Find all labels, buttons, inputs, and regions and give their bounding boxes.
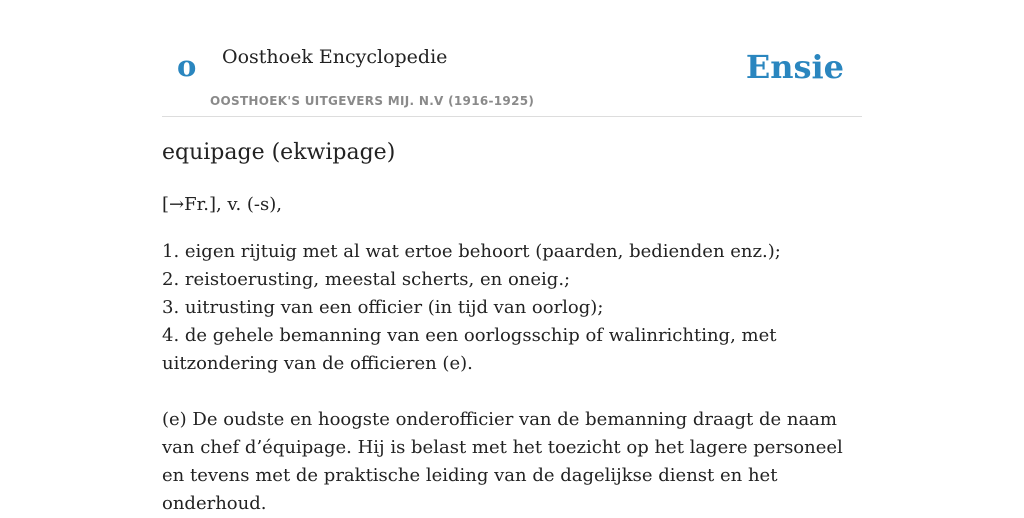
entry-page <box>162 0 862 514</box>
source-title[interactable]: Oosthoek Encyclopedie <box>222 46 448 68</box>
sense-list <box>162 238 862 378</box>
source-header <box>162 0 862 117</box>
sense-item: 2. reistoerusting, meestal scherts, en oneig.; <box>162 269 571 290</box>
ensie-logo-link[interactable]: Ensie <box>745 48 844 86</box>
entry-headword: equipage (ekwipage) <box>162 140 396 165</box>
entry-grammar: [→Fr.], v. (-s), <box>162 194 282 215</box>
source-logo[interactable]: o <box>177 49 197 83</box>
sense-item: 1. eigen rijtuig met al wat ertoe behoort (paarden, bedienden enz.); <box>162 241 781 262</box>
entry-note: (e) De oudste en hoogste onderofficier van de bemanning draagt de naam van chef d’équipage. Hij is belast met het toezicht op het lagere personeel en tevens met de praktische leiding van de dagelijkse dienst en het onderhoud. <box>162 409 843 514</box>
sense-item: 4. de gehele bemanning van een oorlogsschip of walinrichting, met uitzondering van de officieren (e). <box>162 325 777 374</box>
sense-item: 3. uitrusting van een officier (in tijd van oorlog); <box>162 297 604 318</box>
source-subtitle: OOSTHOEK'S UITGEVERS MIJ. N.V (1916-1925) <box>210 94 535 108</box>
